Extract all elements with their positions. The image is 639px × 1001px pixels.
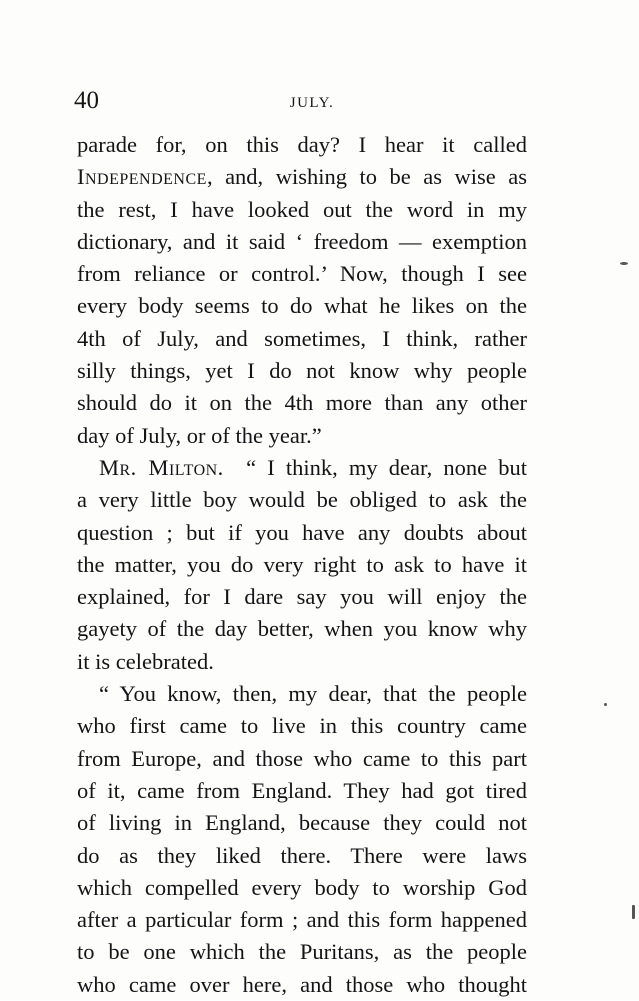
text-line: to be one which the Puritans, as the people	[77, 939, 527, 965]
text-line: who came over here, and those who thought	[77, 971, 527, 997]
text-line: every body seems to do what he likes on the	[77, 293, 527, 319]
text-line: do as they liked there. There were laws	[77, 842, 527, 868]
text-line: “ You know, then, my dear, that the people	[99, 681, 527, 707]
text-line-rest: , and, wishing to be as wise as	[206, 164, 527, 190]
text-line	[77, 161, 527, 193]
text-line: from reliance or control.’ Now, though I see	[77, 261, 527, 287]
body-text	[77, 129, 527, 1001]
text-line: it is celebrated.	[77, 648, 214, 674]
page-number: 40	[74, 87, 99, 114]
text-line: the rest, I have looked out the word in my	[77, 196, 527, 222]
scan-speck	[632, 905, 635, 919]
text-line: gayety of the day better, when you know why	[77, 616, 527, 642]
text-line: of it, came from England. They had got tired	[77, 777, 527, 803]
small-caps-word: Independence	[77, 164, 207, 190]
page-header	[74, 84, 530, 118]
text-line	[77, 452, 527, 484]
text-line: the matter, you do very right to ask to have it	[77, 551, 527, 577]
scan-speck	[604, 703, 607, 706]
text-line: 4th of July, and sometimes, I think, rather	[77, 325, 527, 351]
text-line: parade for, on this day? I hear it called	[77, 132, 527, 157]
text-line: after a particular form ; and this form happened	[77, 907, 527, 933]
text-line: who first came to live in this country came	[77, 713, 527, 739]
text-line: which compelled every body to worship God	[77, 874, 527, 900]
text-line: a very little boy would be obliged to ask the	[77, 487, 527, 513]
speaker-name: Mr. Milton.	[99, 454, 224, 480]
text-line: silly things, yet I do not know why people	[77, 358, 527, 384]
text-line: should do it on the 4th more than any other	[77, 390, 527, 416]
text-line: day of July, or of the year.”	[77, 422, 322, 448]
scan-speck	[620, 262, 628, 265]
text-line: dictionary, and it said ‘ freedom — exemption	[77, 228, 527, 254]
text-line: explained, for I dare say you will enjoy the	[77, 584, 527, 610]
text-line: from Europe, and those who came to this part	[77, 745, 527, 771]
text-line-rest: “ I think, my dear, none but	[246, 454, 527, 480]
running-head: JULY.	[289, 95, 335, 111]
text-line: of living in England, because they could not	[77, 810, 527, 836]
text-line: question ; but if you have any doubts about	[77, 519, 527, 545]
